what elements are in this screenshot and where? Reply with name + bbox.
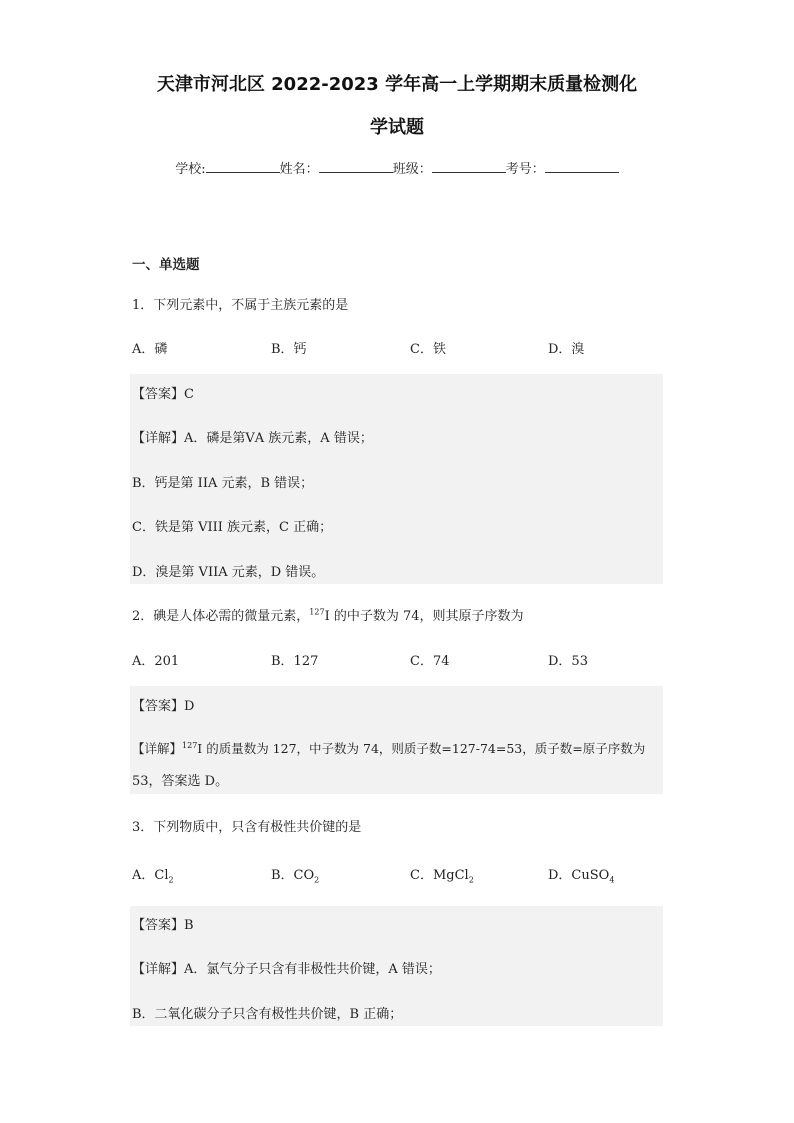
q1-option-d: D．溴 (548, 342, 585, 357)
q3-option-b-sub: 2 (314, 875, 320, 885)
q2-stem-pre: 2．碘是人体必需的微量元素， (132, 609, 310, 624)
q3-detail-1: 【详解】A．氯气分子只含有非极性共价键，A 错误； (132, 962, 441, 977)
q1-answer: 【答案】C (132, 387, 194, 402)
page-title-line1: 天津市河北区 2022-2023 学年高一上学期期末质量检测化 (156, 74, 638, 95)
q2-detail-prefix: 【详解】 (132, 741, 183, 756)
q3-option-c-label: C．MgCl (410, 868, 469, 883)
q3-option-d-label: D．CuSO (548, 868, 610, 883)
q3-option-b-label: B．CO (271, 868, 315, 883)
q1-detail-1: 【详解】A．磷是第ⅤA 族元素，A 错误； (132, 431, 373, 446)
name-blank[interactable] (319, 160, 393, 173)
school-blank[interactable] (206, 160, 280, 173)
school-label: 学校: (175, 162, 206, 177)
q2-option-c: C．74 (410, 654, 450, 669)
q2-detail-text: I 的质量数为 127，中子数为 74，则质子数=127-74=53，质子数=原子序数为 (197, 741, 646, 756)
exam-no-blank[interactable] (545, 160, 619, 173)
class-blank[interactable] (432, 160, 506, 173)
class-label: 班级： (392, 162, 432, 177)
q2-detail-2: 53，答案选 D。 (132, 774, 229, 789)
question-1-stem: 1．下列元素中，不属于主族元素的是 (132, 298, 349, 313)
page-title-line2: 学试题 (370, 117, 424, 138)
q1-detail-2: B．钙是第 IIA 元素，B 错误； (132, 476, 314, 491)
exam-no-label: 考号： (505, 162, 545, 177)
name-label: 姓名： (279, 162, 319, 177)
q3-answer: 【答案】B (132, 918, 194, 933)
q3-option-a (132, 864, 174, 885)
q2-detail-mass: 127 (182, 740, 198, 750)
q3-option-d-sub: 4 (609, 875, 615, 885)
q3-option-d (548, 864, 614, 885)
q3-option-c (410, 864, 474, 885)
q1-option-a: A．磷 (132, 342, 168, 357)
q3-option-a-label: A．Cl (132, 868, 169, 883)
section-heading: 一、单选题 (132, 257, 200, 273)
q1-detail-4: D．溴是第 VIIA 元素，D 错误。 (132, 565, 325, 580)
q2-option-d: D．53 (548, 654, 588, 669)
q2-option-b: B．127 (271, 654, 319, 669)
q2-stem-post: I 的中子数为 74，则其原子序数为 (324, 609, 524, 624)
q2-detail-1 (132, 739, 645, 757)
q3-option-a-sub: 2 (168, 875, 174, 885)
q3-option-b (271, 864, 319, 885)
q1-detail-3: C．铁是第 VIII 族元素，C 正确； (132, 520, 333, 535)
q1-option-b: B．钙 (271, 342, 307, 357)
question-3-stem: 3．下列物质中，只含有极性共价键的是 (132, 820, 362, 835)
q2-option-a: A．201 (132, 654, 180, 669)
student-info-line (0, 158, 794, 177)
question-2-stem (132, 605, 524, 624)
q3-detail-2: B．二氧化碳分子只含有极性共价键，B 正确； (132, 1007, 403, 1022)
q1-option-c: C．铁 (410, 342, 446, 357)
q2-mass-number: 127 (309, 607, 325, 617)
q3-option-c-sub: 2 (468, 875, 474, 885)
q2-answer: 【答案】D (132, 699, 195, 714)
